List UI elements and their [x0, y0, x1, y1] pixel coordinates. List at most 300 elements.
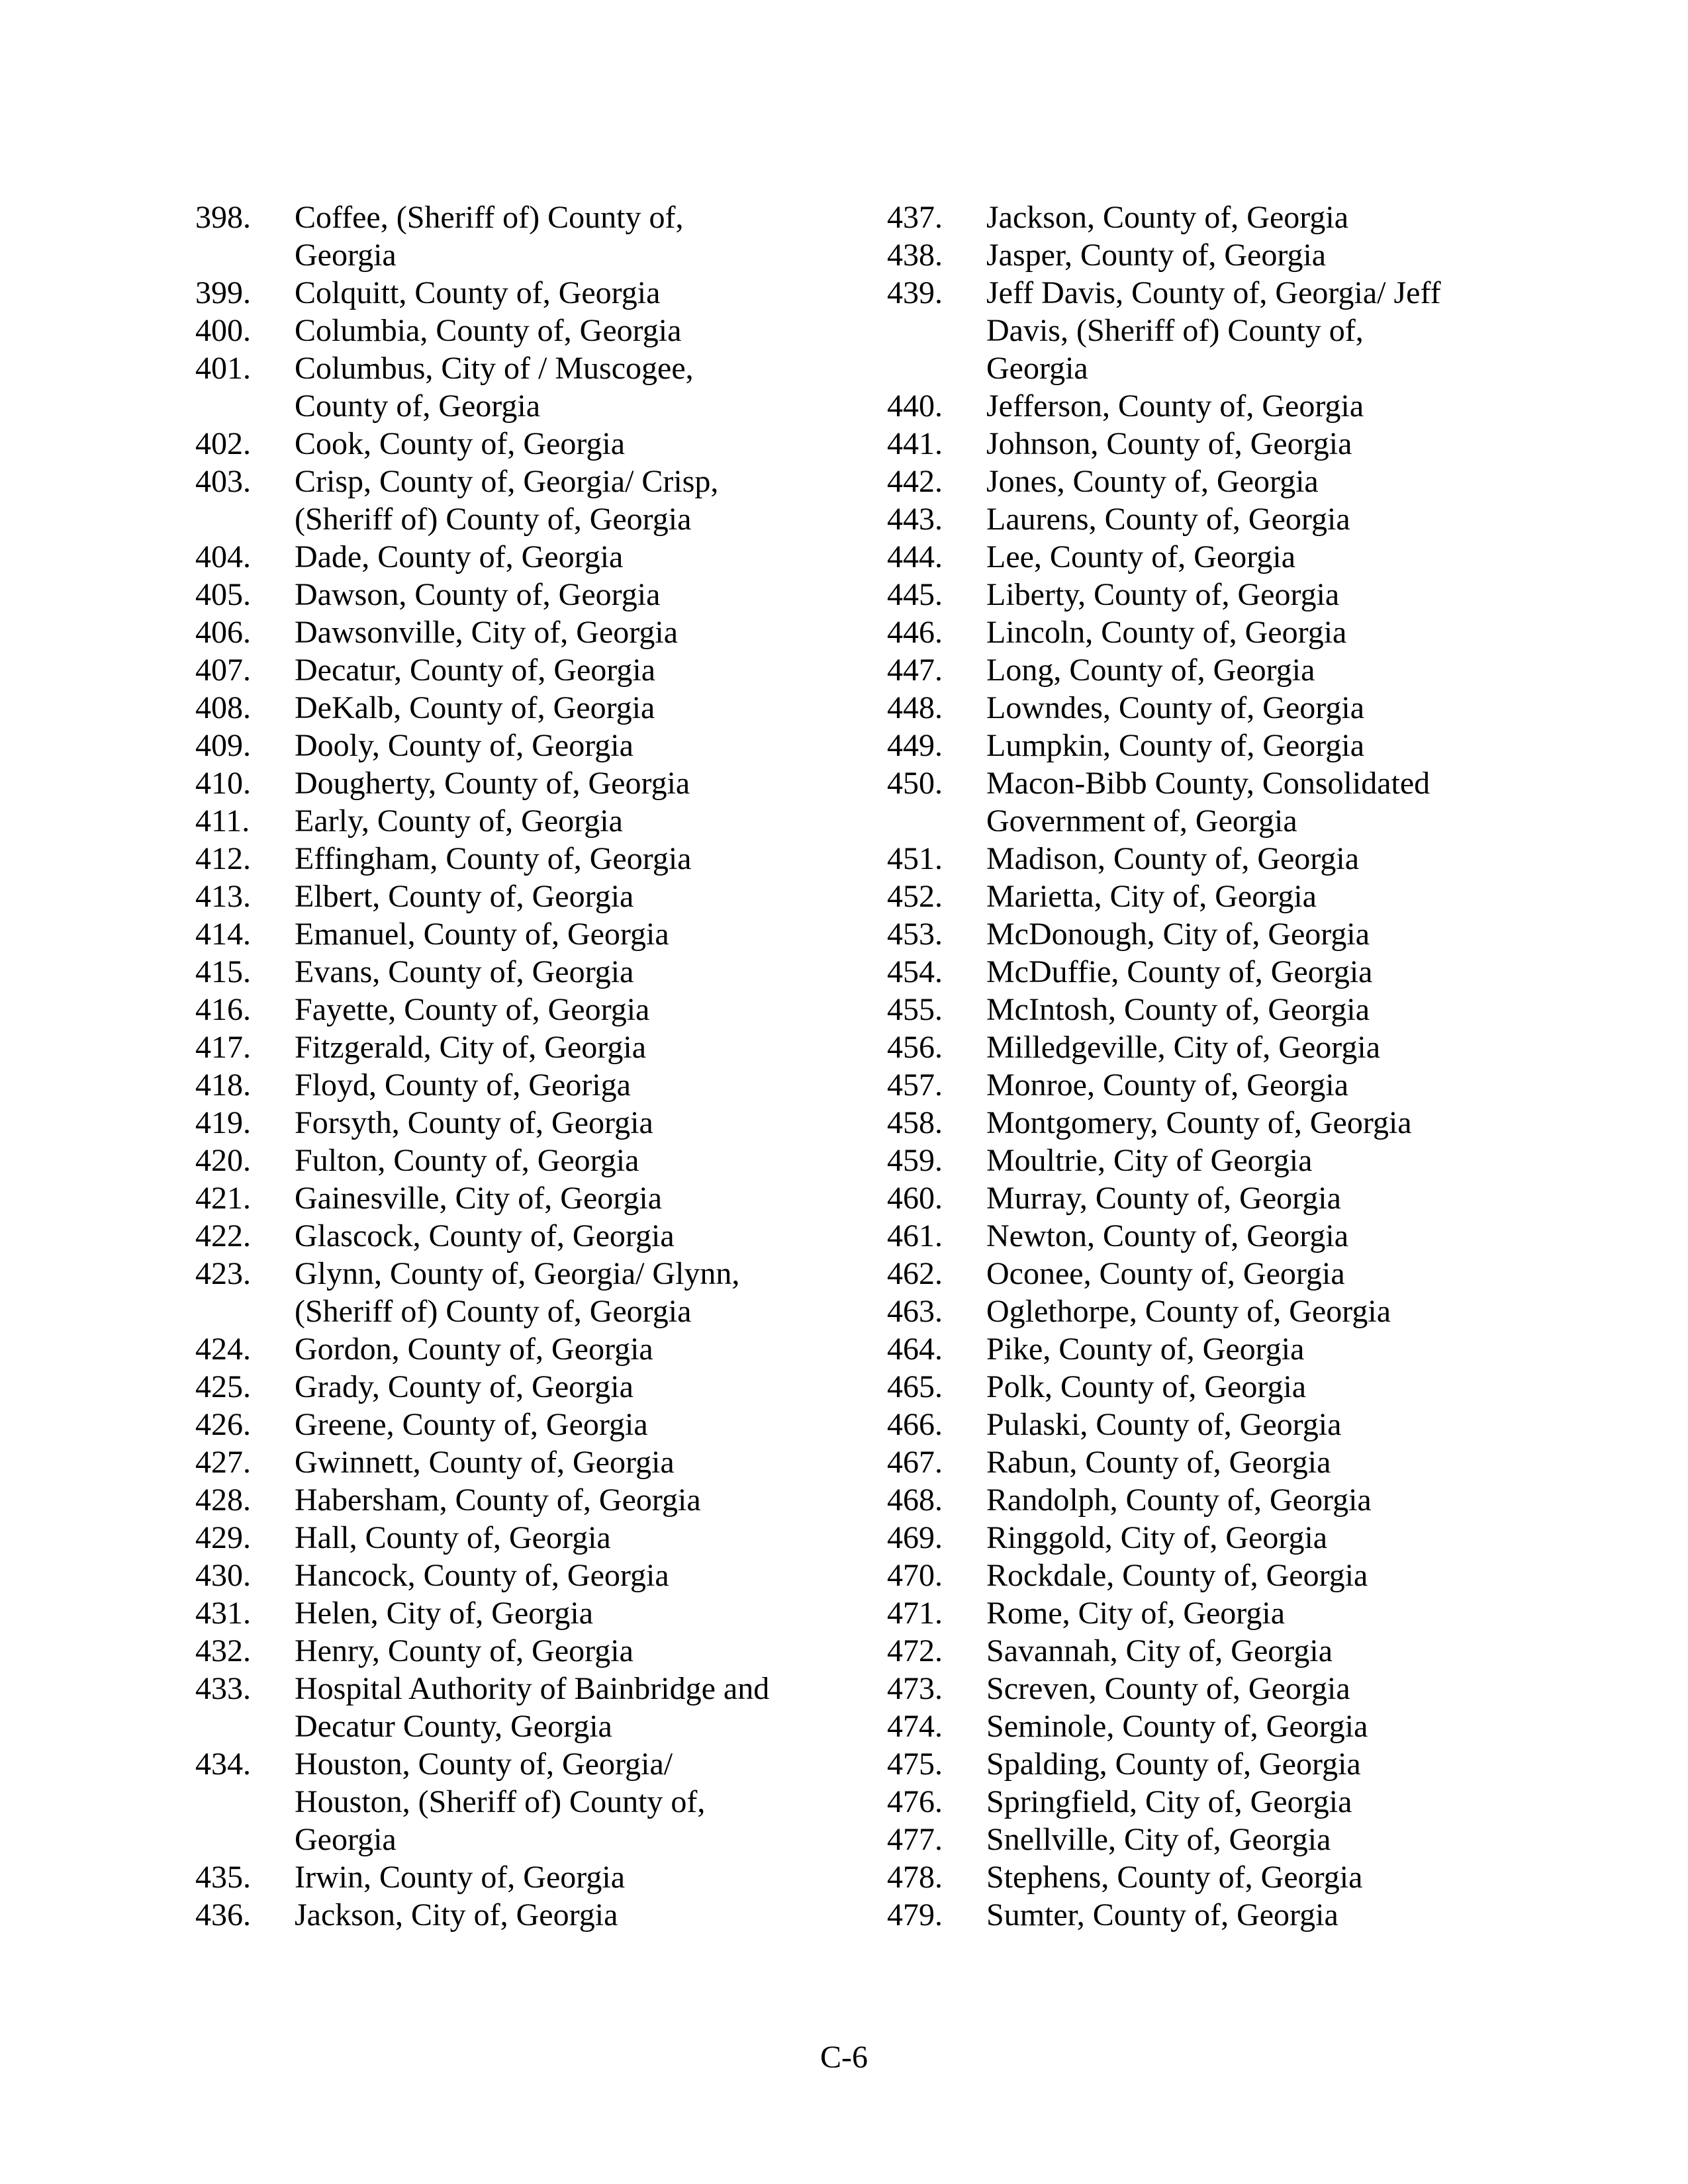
list-item	[887, 1783, 1523, 1821]
list-item-name-line: Habersham, County of, Georgia	[295, 1482, 701, 1518]
list-item-name	[986, 1255, 1523, 1293]
list-item-name	[986, 1028, 1523, 1066]
list-item-name	[986, 1330, 1523, 1368]
list-item-number: 414.	[195, 917, 251, 952]
list-item-name-line: Rockdale, County of, Georgia	[986, 1558, 1368, 1593]
list-item	[195, 1028, 831, 1066]
list-item-name-line: Glynn, County of, Georgia/ Glynn,	[295, 1256, 740, 1291]
list-item-number: 470.	[887, 1558, 943, 1593]
list-item-number: 408.	[195, 690, 251, 725]
list-item	[195, 463, 831, 538]
list-item-name	[986, 689, 1523, 727]
list-item-name-line: Decatur County, Georgia	[295, 1709, 612, 1744]
list-item-name-line: Jones, County of, Georgia	[986, 464, 1319, 499]
list-item-name	[986, 1179, 1523, 1217]
list-item	[887, 576, 1523, 614]
list-item-number: 435.	[195, 1860, 251, 1895]
list-item-name	[986, 1632, 1523, 1670]
list-item-number: 457.	[887, 1068, 943, 1103]
list-item-number: 415.	[195, 954, 251, 989]
list-item-number: 425.	[195, 1369, 251, 1404]
list-item-number: 418.	[195, 1068, 251, 1103]
list-item-number: 456.	[887, 1030, 943, 1065]
list-item-name-line: Newton, County of, Georgia	[986, 1218, 1349, 1253]
list-item-name-line: Georgia	[295, 1822, 397, 1857]
list-item-name-line: Stephens, County of, Georgia	[986, 1860, 1363, 1895]
list-item-number: 440.	[887, 388, 943, 424]
list-item-name	[295, 1745, 831, 1858]
list-item-name	[986, 1783, 1523, 1821]
list-item-name	[295, 463, 831, 538]
list-item-name	[295, 1443, 831, 1481]
list-item	[887, 727, 1523, 764]
list-item-name	[986, 1104, 1523, 1142]
list-item-number: 405.	[195, 577, 251, 612]
list-item	[887, 1406, 1523, 1443]
list-item-number: 445.	[887, 577, 943, 612]
list-item-name-line: Hancock, County of, Georgia	[295, 1558, 669, 1593]
list-item-name	[986, 991, 1523, 1028]
list-item-name-line: Rome, City of, Georgia	[986, 1596, 1286, 1631]
list-item	[887, 1217, 1523, 1255]
list-item-name-line: Evans, County of, Georgia	[295, 954, 634, 989]
list-item-name-line: Spalding, County of, Georgia	[986, 1747, 1361, 1782]
list-item	[195, 1255, 831, 1330]
list-item	[887, 1707, 1523, 1745]
list-item	[195, 312, 831, 349]
list-item-name-line: Dade, County of, Georgia	[295, 539, 624, 574]
list-item-number: 459.	[887, 1143, 943, 1178]
list-item	[887, 1368, 1523, 1406]
list-item-name-line: Fulton, County of, Georgia	[295, 1143, 639, 1178]
list-item-name	[986, 576, 1523, 614]
list-item	[195, 538, 831, 576]
list-item	[887, 1066, 1523, 1104]
list-item	[195, 802, 831, 840]
list-item-name-line: Springfield, City of, Georgia	[986, 1784, 1352, 1819]
list-item-name-line: Columbia, County of, Georgia	[295, 313, 682, 348]
list-item-name	[986, 236, 1523, 274]
list-item-name-line: Dawson, County of, Georgia	[295, 577, 661, 612]
list-item	[887, 991, 1523, 1028]
list-item-number: 439.	[887, 275, 943, 310]
list-item-number: 465.	[887, 1369, 943, 1404]
list-item	[887, 274, 1523, 387]
list-item-number: 398.	[195, 200, 251, 235]
list-item-name	[295, 1368, 831, 1406]
list-item-number: 409.	[195, 728, 251, 763]
list-item-number: 416.	[195, 992, 251, 1027]
list-item	[195, 915, 831, 953]
list-item-name	[295, 1028, 831, 1066]
list-item-name-line: Greene, County of, Georgia	[295, 1407, 648, 1442]
list-item	[887, 425, 1523, 463]
list-item-number: 413.	[195, 879, 251, 914]
list-item-name	[986, 1066, 1523, 1104]
list-item-name	[986, 387, 1523, 425]
list-item-name	[986, 1707, 1523, 1745]
list-item-name-line: Fayette, County of, Georgia	[295, 992, 650, 1027]
list-item-name-line: Houston, County of, Georgia/	[295, 1747, 673, 1782]
list-item-number: 430.	[195, 1558, 251, 1593]
list-item	[195, 840, 831, 878]
list-item-name-line: Hospital Authority of Bainbridge and	[295, 1671, 770, 1706]
list-item-name	[295, 576, 831, 614]
list-item	[887, 1179, 1523, 1217]
list-item-number: 403.	[195, 464, 251, 499]
list-item	[887, 1821, 1523, 1858]
list-item-name-line: Oconee, County of, Georgia	[986, 1256, 1345, 1291]
list-item-name-line: Moultrie, City of Georgia	[986, 1143, 1313, 1178]
list-item-number: 443.	[887, 502, 943, 537]
list-item-name	[295, 538, 831, 576]
list-item	[887, 1481, 1523, 1519]
list-item	[195, 1557, 831, 1594]
list-item	[887, 1443, 1523, 1481]
list-item-name-line: Screven, County of, Georgia	[986, 1671, 1350, 1706]
list-item-name	[295, 425, 831, 463]
list-item-name-line: Georgia	[986, 351, 1088, 386]
list-item-number: 442.	[887, 464, 943, 499]
list-item-number: 399.	[195, 275, 251, 310]
list-item-number: 423.	[195, 1256, 251, 1291]
list-item-name	[295, 1104, 831, 1142]
list-item	[887, 1255, 1523, 1293]
list-item	[887, 1858, 1523, 1896]
list-item-number: 402.	[195, 426, 251, 461]
list-item-name	[986, 1293, 1523, 1330]
list-item-name-line: DeKalb, County of, Georgia	[295, 690, 655, 725]
list-item-name-line: Snellville, City of, Georgia	[986, 1822, 1331, 1857]
list-item-name-line: Randolph, County of, Georgia	[986, 1482, 1372, 1518]
list-item-name-line: Gainesville, City of, Georgia	[295, 1181, 662, 1216]
page-number: C-6	[820, 2040, 868, 2075]
list-item-name-line: Madison, County of, Georgia	[986, 841, 1360, 876]
list-item-name	[295, 1066, 831, 1104]
list-item-name	[986, 1896, 1523, 1934]
list-item-number: 469.	[887, 1520, 943, 1555]
list-item-name-line: Irwin, County of, Georgia	[295, 1860, 626, 1895]
list-item	[195, 614, 831, 651]
list-item	[887, 1293, 1523, 1330]
list-item-name-line: Coffee, (Sheriff of) County of,	[295, 200, 684, 235]
list-item-number: 472.	[887, 1633, 943, 1668]
list-item-number: 448.	[887, 690, 943, 725]
list-item-name	[986, 651, 1523, 689]
list-item-name-line: Seminole, County of, Georgia	[986, 1709, 1368, 1744]
list-item-number: 434.	[195, 1747, 251, 1782]
list-item-name	[295, 689, 831, 727]
list-item-name	[295, 1179, 831, 1217]
list-item	[195, 1330, 831, 1368]
list-item-name	[295, 1896, 831, 1934]
list-item-name	[986, 1821, 1523, 1858]
list-item-name	[986, 1217, 1523, 1255]
list-item	[195, 1104, 831, 1142]
list-item-number: 406.	[195, 615, 251, 650]
list-item-number: 411.	[195, 803, 250, 839]
list-item-name-line: Milledgeville, City of, Georgia	[986, 1030, 1381, 1065]
list-item-name	[986, 538, 1523, 576]
list-column-right	[887, 199, 1523, 1934]
list-item-name	[295, 1481, 831, 1519]
list-item-name	[295, 1255, 831, 1330]
list-item-name	[986, 500, 1523, 538]
list-item-name-line: Dooly, County of, Georgia	[295, 728, 633, 763]
list-item-name-line: Lowndes, County of, Georgia	[986, 690, 1365, 725]
list-item-number: 422.	[195, 1218, 251, 1253]
list-item-name	[986, 1142, 1523, 1179]
list-item	[195, 1632, 831, 1670]
list-item-name-line: Lumpkin, County of, Georgia	[986, 728, 1365, 763]
list-item	[195, 727, 831, 764]
list-item	[195, 878, 831, 915]
list-item-name-line: Dougherty, County of, Georgia	[295, 766, 690, 801]
list-item-number: 410.	[195, 766, 251, 801]
list-item-name	[295, 651, 831, 689]
list-item	[195, 274, 831, 312]
list-item	[195, 1481, 831, 1519]
list-item-number: 438.	[887, 238, 943, 273]
list-item-name	[295, 274, 831, 312]
list-item-name	[295, 1557, 831, 1594]
list-item-number: 454.	[887, 954, 943, 989]
list-column-left	[195, 199, 831, 1934]
list-item	[887, 1142, 1523, 1179]
list-item-name	[986, 764, 1523, 840]
list-item-name-line: Glascock, County of, Georgia	[295, 1218, 675, 1253]
list-item-name	[295, 199, 831, 274]
list-item-number: 447.	[887, 653, 943, 688]
list-item-number: 475.	[887, 1747, 943, 1782]
list-item-name	[295, 1142, 831, 1179]
list-item-name-line: Grady, County of, Georgia	[295, 1369, 633, 1404]
list-item-number: 453.	[887, 917, 943, 952]
list-item	[195, 764, 831, 802]
list-item	[195, 1066, 831, 1104]
list-item-name	[986, 1443, 1523, 1481]
list-item-number: 463.	[887, 1294, 943, 1329]
list-item-number: 437.	[887, 200, 943, 235]
list-item-number: 452.	[887, 879, 943, 914]
list-item-name-line: Colquitt, County of, Georgia	[295, 275, 661, 310]
list-item-name-line: Jasper, County of, Georgia	[986, 238, 1327, 273]
list-item-name-line: Laurens, County of, Georgia	[986, 502, 1350, 537]
list-item-name-line: Early, County of, Georgia	[295, 803, 623, 839]
list-item-name	[986, 840, 1523, 878]
list-item-name-line: Emanuel, County of, Georgia	[295, 917, 669, 952]
list-item	[195, 199, 831, 274]
list-item	[195, 953, 831, 991]
list-item	[195, 1142, 831, 1179]
list-item-number: 427.	[195, 1445, 251, 1480]
list-item-number: 479.	[887, 1897, 943, 1933]
list-item	[195, 991, 831, 1028]
list-item-name	[986, 1594, 1523, 1632]
list-item-name	[986, 199, 1523, 236]
list-item	[887, 236, 1523, 274]
list-item-name-line: Columbus, City of / Muscogee,	[295, 351, 694, 386]
list-item-name	[295, 1670, 831, 1745]
list-item	[195, 1443, 831, 1481]
list-item	[887, 1557, 1523, 1594]
list-item-name	[986, 274, 1523, 387]
list-item-number: 417.	[195, 1030, 251, 1065]
list-item	[887, 651, 1523, 689]
list-item-name	[986, 1519, 1523, 1557]
list-item-name-line: Lee, County of, Georgia	[986, 539, 1295, 574]
list-item	[887, 614, 1523, 651]
list-item-name	[986, 915, 1523, 953]
list-item-name-line: Georgia	[295, 238, 397, 273]
list-item-name-line: Johnson, County of, Georgia	[986, 426, 1352, 461]
list-item-number: 401.	[195, 351, 251, 386]
list-item-number: 471.	[887, 1596, 943, 1631]
list-item-number: 461.	[887, 1218, 943, 1253]
list-item-name-line: Gordon, County of, Georgia	[295, 1332, 653, 1367]
list-item-name-line: Gwinnett, County of, Georgia	[295, 1445, 675, 1480]
list-item-number: 424.	[195, 1332, 251, 1367]
list-item-name	[986, 614, 1523, 651]
list-item-name	[986, 463, 1523, 500]
list-item	[887, 1519, 1523, 1557]
list-item-name-line: Henry, County of, Georgia	[295, 1633, 633, 1668]
list-item-name-line: Pike, County of, Georgia	[986, 1332, 1305, 1367]
list-item	[195, 1368, 831, 1406]
list-item	[887, 764, 1523, 840]
list-item-name-line: Murray, County of, Georgia	[986, 1181, 1341, 1216]
list-item-number: 419.	[195, 1105, 251, 1140]
list-item-name	[986, 878, 1523, 915]
list-item-number: 462.	[887, 1256, 943, 1291]
list-item-name-line: Liberty, County of, Georgia	[986, 577, 1340, 612]
list-item-number: 412.	[195, 841, 251, 876]
list-item	[887, 1896, 1523, 1934]
list-item	[887, 1632, 1523, 1670]
list-item-name-line: Cook, County of, Georgia	[295, 426, 626, 461]
list-item-number: 433.	[195, 1671, 251, 1706]
list-item-number: 478.	[887, 1860, 943, 1895]
list-item-name-line: Pulaski, County of, Georgia	[986, 1407, 1342, 1442]
list-item	[195, 349, 831, 425]
list-item-number: 407.	[195, 653, 251, 688]
list-item-name-line: Marietta, City of, Georgia	[986, 879, 1317, 914]
list-item	[887, 915, 1523, 953]
list-item-name	[295, 349, 831, 425]
list-item-number: 428.	[195, 1482, 251, 1518]
list-item-name-line: Hall, County of, Georgia	[295, 1520, 611, 1555]
list-item-name-line: Forsyth, County of, Georgia	[295, 1105, 653, 1140]
list-item-name	[295, 614, 831, 651]
list-item	[195, 1519, 831, 1557]
list-item-name	[295, 1519, 831, 1557]
list-item	[887, 1670, 1523, 1707]
list-item-number: 468.	[887, 1482, 943, 1518]
list-item-name	[295, 764, 831, 802]
list-item-name-line: Effingham, County of, Georgia	[295, 841, 692, 876]
list-item-number: 474.	[887, 1709, 943, 1744]
list-item-name	[295, 840, 831, 878]
list-item-number: 446.	[887, 615, 943, 650]
list-item-name-line: Elbert, County of, Georgia	[295, 879, 634, 914]
list-item-number: 455.	[887, 992, 943, 1027]
list-item-name-line: Jeff Davis, County of, Georgia/ Jeff	[986, 275, 1441, 310]
list-item-name	[295, 802, 831, 840]
list-item	[195, 576, 831, 614]
list-item-name	[986, 1858, 1523, 1896]
list-item-number: 473.	[887, 1671, 943, 1706]
list-item-name-line: McDonough, City of, Georgia	[986, 917, 1370, 952]
list-item	[887, 878, 1523, 915]
list-item-number: 466.	[887, 1407, 943, 1442]
list-item	[887, 538, 1523, 576]
list-item-number: 441.	[887, 426, 943, 461]
list-item-name-line: Polk, County of, Georgia	[986, 1369, 1307, 1404]
list-item-name	[986, 1406, 1523, 1443]
list-item-name-line: McDuffie, County of, Georgia	[986, 954, 1373, 989]
list-item-name-line: Montgomery, County of, Georgia	[986, 1105, 1412, 1140]
list-item-name-line: Government of, Georgia	[986, 803, 1297, 839]
list-item	[195, 1896, 831, 1934]
list-item	[195, 1179, 831, 1217]
list-item-name-line: Lincoln, County of, Georgia	[986, 615, 1347, 650]
list-item	[195, 1745, 831, 1858]
list-item-name-line: Long, County of, Georgia	[986, 653, 1315, 688]
list-item-number: 458.	[887, 1105, 943, 1140]
list-item-number: 431.	[195, 1596, 251, 1631]
list-item-name-line: Jackson, County of, Georgia	[986, 200, 1349, 235]
list-item	[887, 953, 1523, 991]
list-item-number: 436.	[195, 1897, 251, 1933]
list-item-name	[986, 1670, 1523, 1707]
list-item-name-line: Savannah, City of, Georgia	[986, 1633, 1333, 1668]
list-item	[887, 689, 1523, 727]
list-item-name	[986, 1745, 1523, 1783]
list-item	[887, 1104, 1523, 1142]
list-item	[195, 689, 831, 727]
list-item	[887, 1745, 1523, 1783]
list-item	[195, 651, 831, 689]
list-item-name	[295, 953, 831, 991]
list-item-name	[295, 727, 831, 764]
list-item-name	[986, 425, 1523, 463]
list-item	[887, 840, 1523, 878]
list-item-name-line: McIntosh, County of, Georgia	[986, 992, 1370, 1027]
list-item-name-line: Houston, (Sheriff of) County of,	[295, 1784, 706, 1819]
list-item-number: 429.	[195, 1520, 251, 1555]
list-item-name-line: Sumter, County of, Georgia	[986, 1897, 1338, 1933]
list-item	[887, 1028, 1523, 1066]
list-item-number: 420.	[195, 1143, 251, 1178]
list-item	[887, 387, 1523, 425]
list-item-name	[986, 953, 1523, 991]
list-item-name-line: Floyd, County of, Georiga	[295, 1068, 631, 1103]
list-item-name-line: (Sheriff of) County of, Georgia	[295, 502, 692, 537]
list-item-number: 444.	[887, 539, 943, 574]
list-item	[195, 1670, 831, 1745]
list-item-number: 421.	[195, 1181, 251, 1216]
list-item-number: 450.	[887, 766, 943, 801]
list-item-name-line: Jackson, City of, Georgia	[295, 1897, 618, 1933]
list-item	[887, 1330, 1523, 1368]
list-item-name-line: Dawsonville, City of, Georgia	[295, 615, 679, 650]
list-item-name-line: Macon-Bibb County, Consolidated	[986, 766, 1430, 801]
list-item-name-line: Monroe, County of, Georgia	[986, 1068, 1349, 1103]
list-item	[195, 1858, 831, 1896]
list-item-number: 451.	[887, 841, 943, 876]
list-item-name	[295, 1858, 831, 1896]
list-item-name	[986, 1557, 1523, 1594]
